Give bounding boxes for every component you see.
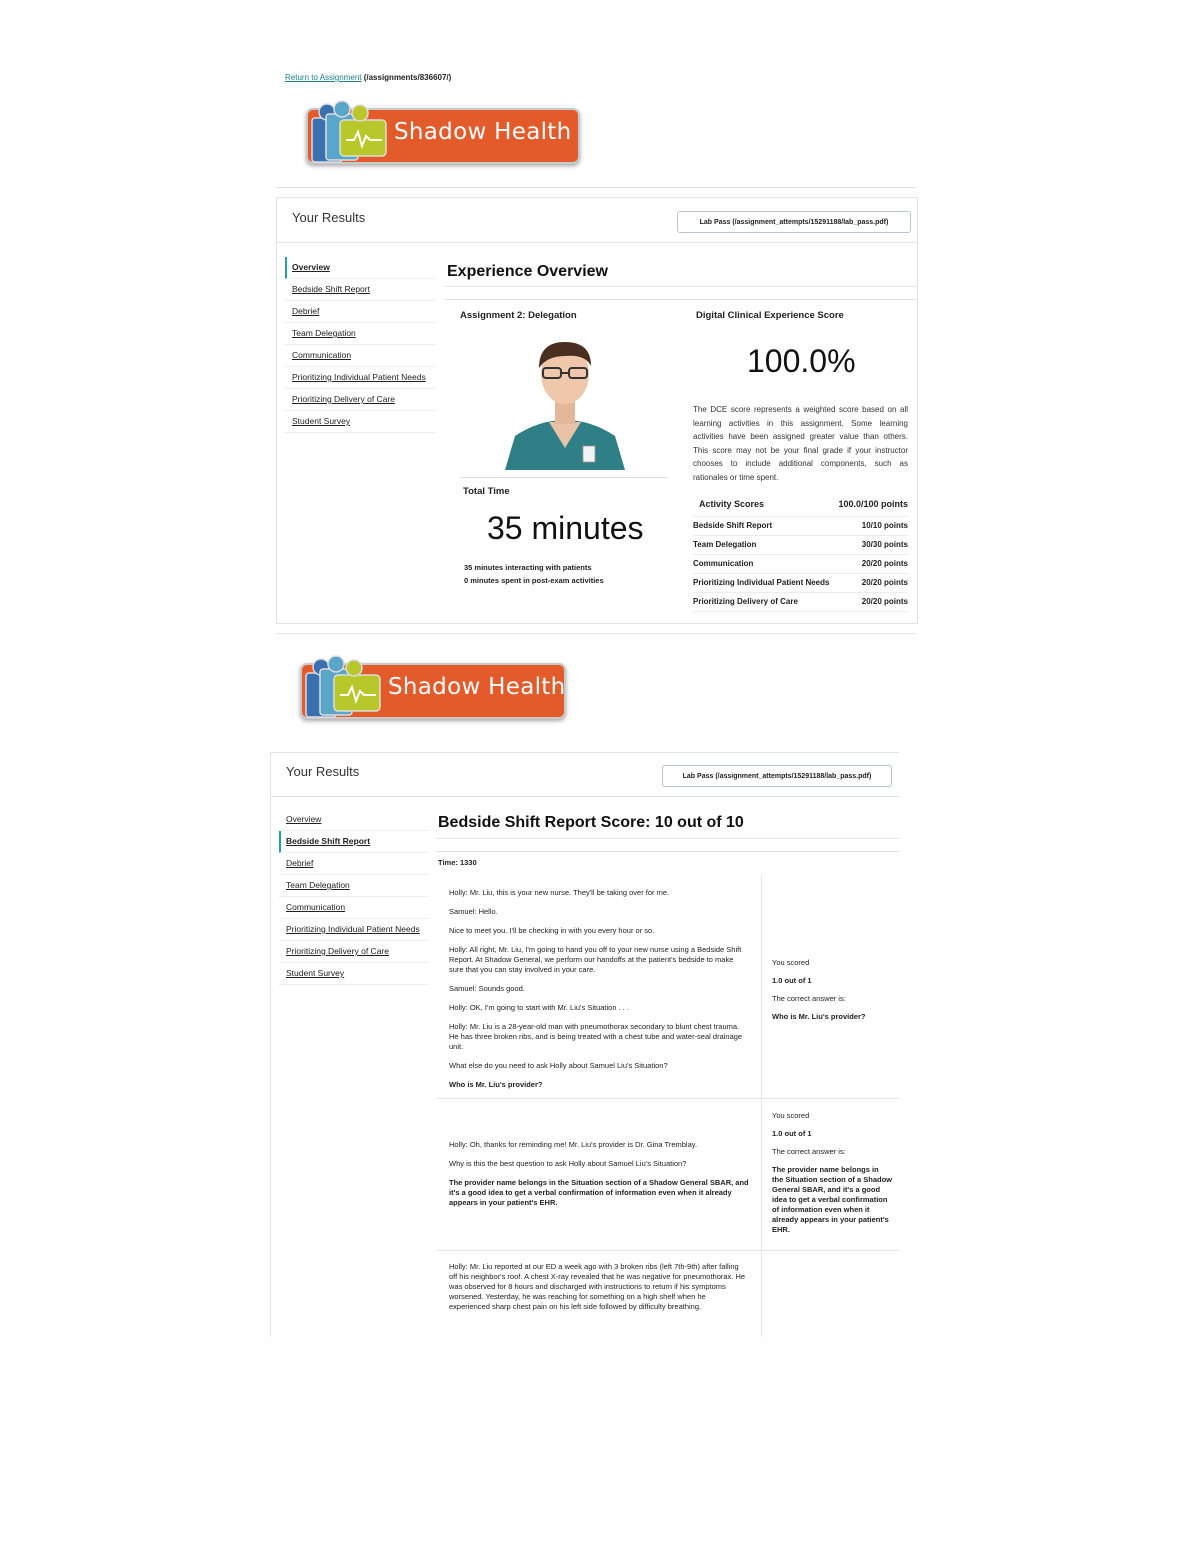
dialogue-line: Samuel: Hello. — [449, 907, 498, 916]
activity-row: Communication 20/20 points — [693, 555, 908, 574]
time-interacting: 35 minutes interacting with patients — [464, 563, 592, 572]
nav-debrief[interactable]: Debrief — [285, 301, 435, 323]
nav-prioritizing-patient-needs[interactable]: Prioritizing Individual Patient Needs — [279, 919, 429, 941]
assignment-name: Assignment 2: Delegation — [460, 310, 577, 321]
dialogue-block — [449, 888, 745, 1099]
nav-bedside-shift-report[interactable]: Bedside Shift Report — [285, 279, 435, 301]
lab-pass-button[interactable]: Lab Pass (/assignment_attempts/15291188/lab_pass.pdf) — [677, 211, 911, 233]
activity-row: Prioritizing Individual Patient Needs 20/20 points — [693, 574, 908, 593]
nav-communication[interactable]: Communication — [279, 897, 429, 919]
you-scored-label: You scored — [772, 1111, 810, 1120]
dialogue-line: Holly: Mr. Liu is a 28-year-old man with pneumothorax secondary to blunt chest trauma. He has three broken ribs, and is being treated with a chest tube and water-seal drainage unit. — [449, 1022, 743, 1051]
dialogue-line: Nice to meet you. I'll be checking in with you every hour or so. — [449, 926, 655, 935]
activity-row: Team Delegation 30/30 points — [693, 536, 908, 555]
dialogue-line: Holly: OK, I'm going to start with Mr. Liu's Situation . . . — [449, 1003, 630, 1012]
selected-answer: Who is Mr. Liu's provider? — [449, 1080, 543, 1089]
dialogue-line: What else do you need to ask Holly about Samuel Liu's Situation? — [449, 1061, 668, 1070]
nav-overview[interactable]: Overview — [279, 809, 429, 831]
nav-student-survey[interactable]: Student Survey — [285, 411, 435, 433]
activity-scores-header: Activity Scores 100.0/100 points — [693, 492, 908, 517]
dialogue-line: Holly: Mr. Liu, this is your new nurse. They'll be taking over for me. — [449, 888, 670, 897]
activity-row: Bedside Shift Report 10/10 points — [693, 517, 908, 536]
panel-title: Your Results — [286, 764, 360, 779]
logo-wordmark: Shadow Health — [394, 119, 572, 145]
results-panel-bedside — [270, 752, 899, 1337]
nurse-figures-icon — [310, 100, 388, 166]
item-score: 1.0 out of 1 — [772, 976, 812, 985]
nav-team-delegation[interactable]: Team Delegation — [285, 323, 435, 345]
patient-avatar — [499, 336, 631, 470]
panel-title: Your Results — [292, 210, 366, 225]
nav-prioritizing-delivery-of-care[interactable]: Prioritizing Delivery of Care — [285, 389, 435, 411]
dce-explanation: The DCE score represents a weighted score based on all learning activities in this assignment. Some learning activities have been assigned greater value than others. This score may not be your final grade if your instructor chooses to include additional components, such as rationales or time spent. — [693, 405, 908, 482]
dialogue-line: Holly: Mr. Liu reported at our ED a week ago with 3 broken ribs (left 7th-9th) after falling off his neighbor's roof. A chest X-ray revealed that he was negative for pneumothorax. He was observed for 8 hours and discharged with instructions to return if his symptoms worsened. Yesterday, he was reaching for something on a high shelf when he experienced sharp chest pain on his left side followed by difficulty breathing. — [449, 1262, 746, 1311]
total-time-value: 35 minutes — [487, 510, 644, 546]
report-time: Time: 1330 — [438, 858, 477, 867]
correct-answer: The provider name belongs in the Situation section of a Shadow General SBAR, and it's a good idea to get a verbal confirmation of information even when it already appears in your patient's EHR. — [772, 1165, 893, 1234]
return-link-path: (/assignments/836607/) — [361, 73, 452, 82]
page-title: Bedside Shift Report Score: 10 out of 10 — [438, 814, 744, 831]
results-nav — [285, 257, 435, 433]
nav-prioritizing-delivery-of-care[interactable]: Prioritizing Delivery of Care — [279, 941, 429, 963]
page-title: Experience Overview — [447, 263, 608, 280]
dialogue-line: Holly: All right, Mr. Liu, I'm going to hand you off to your new nurse using a Bedside Shift Report. At Shadow General, we perform our handoffs at the patient's bedside to make sure that you can stay involved in your care. — [449, 945, 742, 974]
results-panel-overview — [276, 197, 918, 624]
return-to-assignment[interactable] — [285, 73, 451, 82]
results-nav — [279, 809, 429, 985]
dialogue-line: Samuel: Sounds good. — [449, 984, 525, 993]
lab-pass-button[interactable]: Lab Pass (/assignment_attempts/15291188/lab_pass.pdf) — [662, 765, 892, 787]
score-sidebar — [772, 1111, 892, 1243]
dce-score-label: Digital Clinical Experience Score — [696, 310, 844, 321]
dialogue-line: Holly: Oh, thanks for reminding me! Mr. Liu's provider is Dr. Gina Tremblay. — [449, 1140, 698, 1149]
nav-prioritizing-patient-needs[interactable]: Prioritizing Individual Patient Needs — [285, 367, 435, 389]
score-sidebar — [772, 958, 892, 1030]
nav-student-survey[interactable]: Student Survey — [279, 963, 429, 985]
time-post-exam: 0 minutes spent in post-exam activities — [464, 576, 604, 585]
logo-wordmark: Shadow Health — [388, 674, 566, 700]
nurse-figures-icon — [304, 655, 382, 721]
shadow-health-logo — [300, 655, 570, 727]
return-link-label[interactable]: Return to Assignment — [285, 73, 362, 82]
nav-debrief[interactable]: Debrief — [279, 853, 429, 875]
nav-bedside-shift-report[interactable]: Bedside Shift Report — [279, 831, 429, 853]
dialogue-block — [449, 1140, 751, 1217]
nav-team-delegation[interactable]: Team Delegation — [279, 875, 429, 897]
nav-overview[interactable]: Overview — [285, 257, 435, 279]
correct-answer-label: The correct answer is: — [772, 1147, 846, 1156]
selected-answer: The provider name belongs in the Situation section of a Shadow General SBAR, and it's a good idea to get a verbal confirmation of information even when it already appears in your patient's EHR. — [449, 1178, 749, 1207]
activity-row: Prioritizing Delivery of Care 20/20 points — [693, 593, 908, 612]
dialogue-line: Why is this the best question to ask Holly about Samuel Liu's Situation? — [449, 1159, 687, 1168]
correct-answer: Who is Mr. Liu's provider? — [772, 1012, 866, 1021]
dce-score-value: 100.0% — [747, 343, 856, 379]
you-scored-label: You scored — [772, 958, 810, 967]
total-time-label: Total Time — [463, 486, 510, 497]
correct-answer-label: The correct answer is: — [772, 994, 846, 1003]
item-score: 1.0 out of 1 — [772, 1129, 812, 1138]
shadow-health-logo — [306, 100, 576, 172]
divider — [276, 187, 916, 188]
activity-scores-table — [693, 492, 908, 612]
nav-communication[interactable]: Communication — [285, 345, 435, 367]
dialogue-block — [449, 1262, 747, 1321]
